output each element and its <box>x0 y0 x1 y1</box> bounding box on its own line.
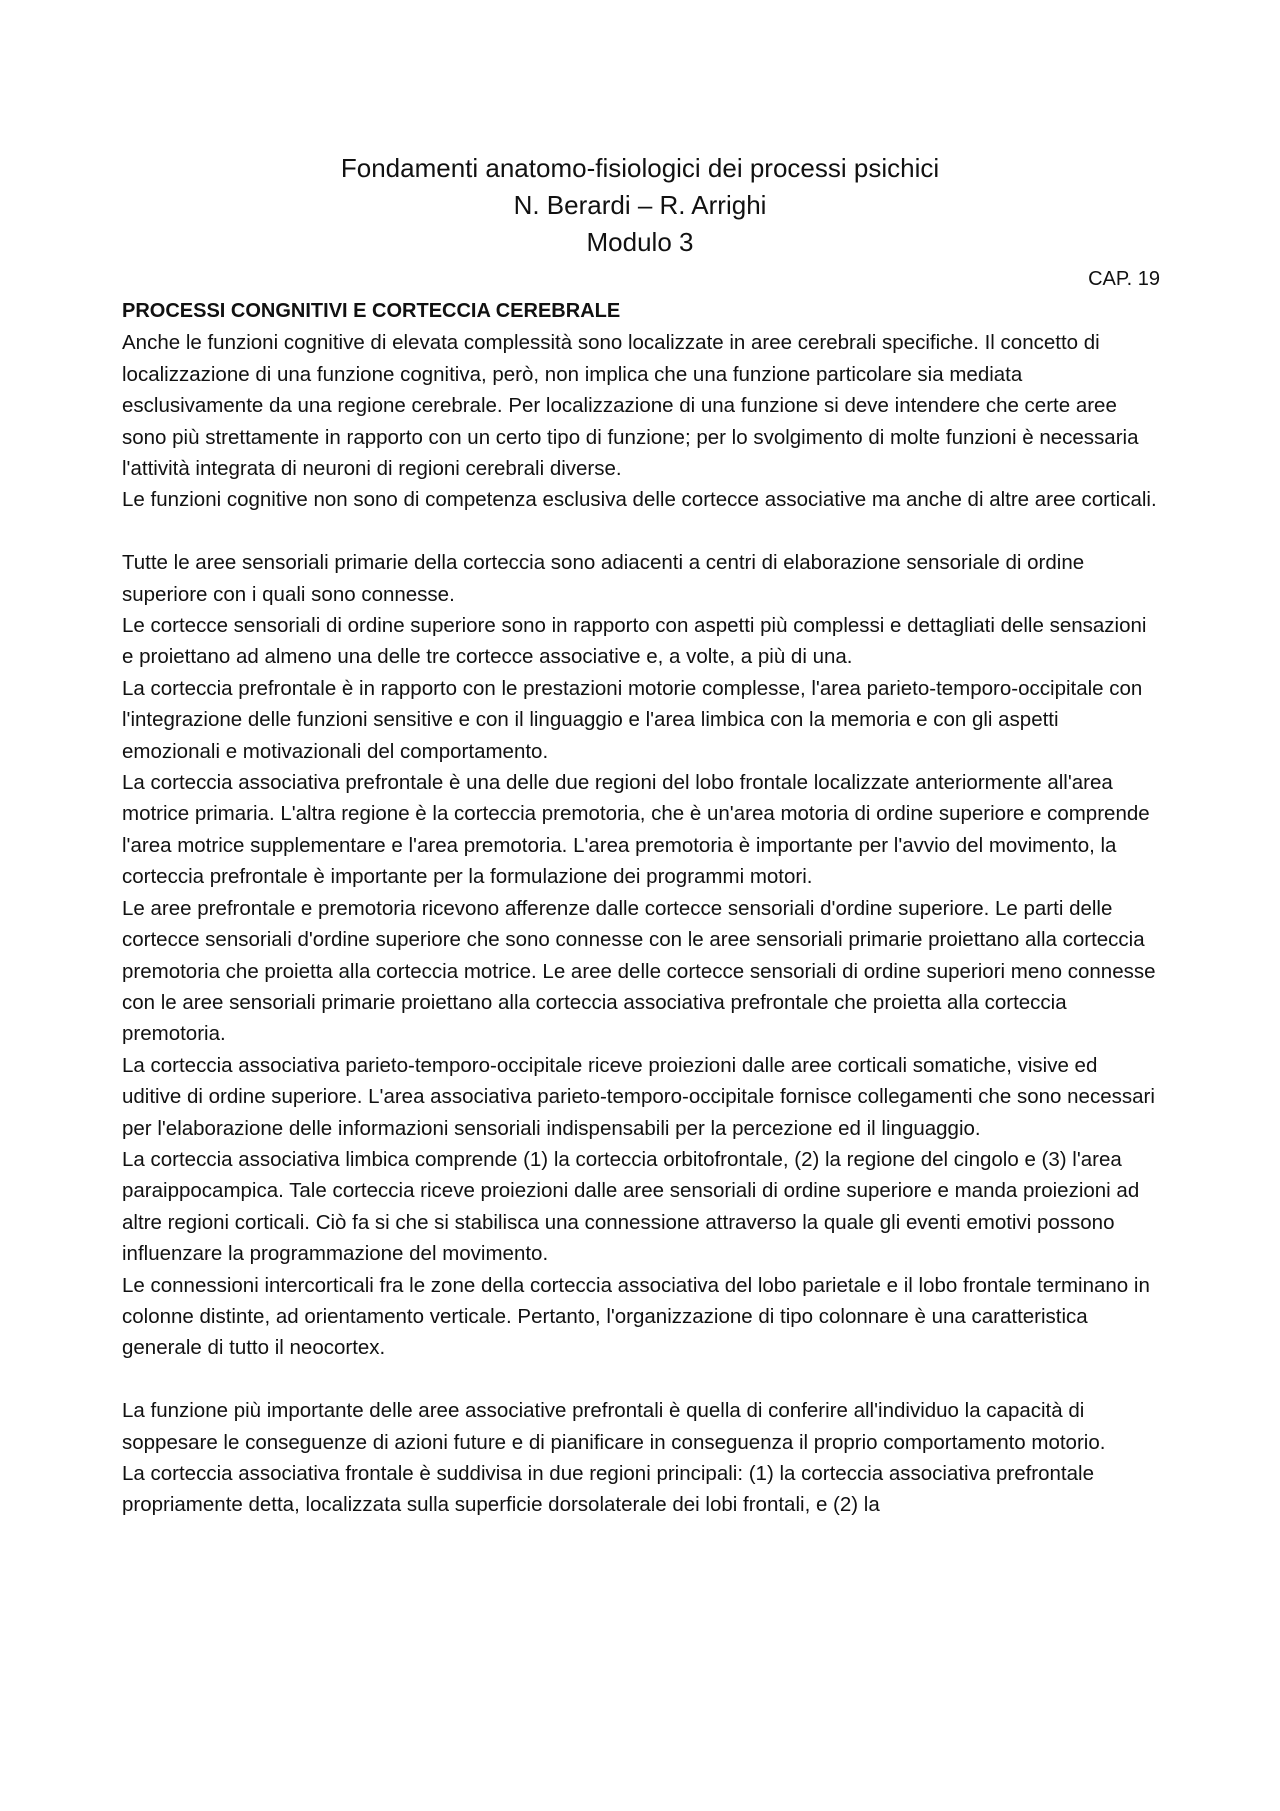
paragraph: Le connessioni intercorticali fra le zone della corteccia associativa del lobo parietale e il lobo frontale terminano in colonne distinte, ad orientamento verticale. Pertanto, l'organizzazione di tipo colonnare è una caratteristica generale di tutto il neocortex. <box>122 1273 1150 1360</box>
paragraph: Le aree prefrontale e premotoria ricevono afferenze dalle cortecce sensoriali d'ordine superiore. Le parti delle cortecce sensoriali d'ordine superiore che sono connesse con le aree sensoriali primarie proiettano alla corteccia premotoria che proietta alla corteccia motrice. Le aree delle cortecce sensoriali di ordine superiori meno connesse con le aree sensoriali primarie proiettano alla corteccia associativa prefrontale che proietta alla corteccia premotoria. <box>122 896 1156 1046</box>
section-title: PROCESSI CONGNITIVI E CORTECCIA CEREBRALE <box>122 300 621 322</box>
document-body <box>122 296 1162 1521</box>
paragraph: La funzione più importante delle aree associative prefrontali è quella di conferire all'individuo la capacità di soppesare le conseguenze di azioni future e di pianificare in conseguenza il proprio comportamento motorio. <box>122 1399 1106 1454</box>
paragraph-gap <box>122 1364 1162 1395</box>
paragraph-gap <box>122 516 1162 547</box>
paragraph: La corteccia prefrontale è in rapporto con le prestazioni motorie complesse, l'area parieto-temporo-occipitale con l'integrazione delle funzioni sensitive e con il linguaggio e l'area limbica con la memoria e con gli aspetti emozionali e motivazionali del comportamento. <box>122 676 1143 763</box>
document-title: Fondamenti anatomo-fisiologici dei processi psichici <box>340 153 940 183</box>
document-authors: N. Berardi – R. Arrighi <box>513 190 767 220</box>
paragraph: La corteccia associativa frontale è suddivisa in due regioni principali: (1) la corteccia associativa prefrontale propriamente detta, localizzata sulla superficie dorsolaterale dei lobi frontali, e (2) la <box>122 1462 1094 1517</box>
document-header <box>0 150 1280 261</box>
paragraph: La corteccia associativa parieto-temporo-occipitale riceve proiezioni dalle aree corticali somatiche, visive ed uditive di ordine superiore. L'area associativa parieto-temporo-occipitale fornisce collegamenti che sono necessari per l'elaborazione delle informazioni sensoriali indispensabili per la percezione ed il linguaggio. <box>122 1053 1155 1140</box>
paragraph: Le funzioni cognitive non sono di competenza esclusiva delle cortecce associative ma anche di altre aree corticali. <box>122 488 1157 512</box>
chapter-label: CAP. 19 <box>1088 268 1160 290</box>
document-module: Modulo 3 <box>586 227 694 257</box>
paragraph: La corteccia associativa prefrontale è una delle due regioni del lobo frontale localizzate anteriormente all'area motrice primaria. L'altra regione è la corteccia premotoria, che è un'area motoria di ordine superiore e comprende l'area motrice supplementare e l'area premotoria. L'area premotoria è importante per l'avvio del movimento, la corteccia prefrontale è importante per la formulazione dei programmi motori. <box>122 771 1150 889</box>
paragraph: La corteccia associativa limbica comprende (1) la corteccia orbitofrontale, (2) la regione del cingolo e (3) l'area paraippocampica. Tale corteccia riceve proiezioni dalle aree sensoriali di ordine superiore e manda proiezioni ad altre regioni corticali. Ciò fa si che si stabilisca una connessione attraverso la quale gli eventi emotivi possono influenzare la programmazione del movimento. <box>122 1147 1140 1266</box>
paragraph: Tutte le aree sensoriali primarie della corteccia sono adiacenti a centri di elaborazione sensoriale di ordine superiore con i quali sono connesse. <box>122 551 1085 606</box>
paragraph: Le cortecce sensoriali di ordine superiore sono in rapporto con aspetti più complessi e dettagliati delle sensazioni e proiettano ad almeno una delle tre cortecce associative e, a volte, a più di una. <box>122 614 1147 669</box>
paragraph: Anche le funzioni cognitive di elevata complessità sono localizzate in aree cerebrali specifiche. Il concetto di localizzazione di una funzione cognitiva, però, non implica che una funzione particolare sia mediata esclusivamente da una regione cerebrale. Per localizzazione di una funzione si deve intendere che certe aree sono più strettamente in rapporto con un certo tipo di funzione; per lo svolgimento di molte funzioni è necessaria l'attività integrata di neuroni di regioni cerebrali diverse. <box>122 331 1139 481</box>
